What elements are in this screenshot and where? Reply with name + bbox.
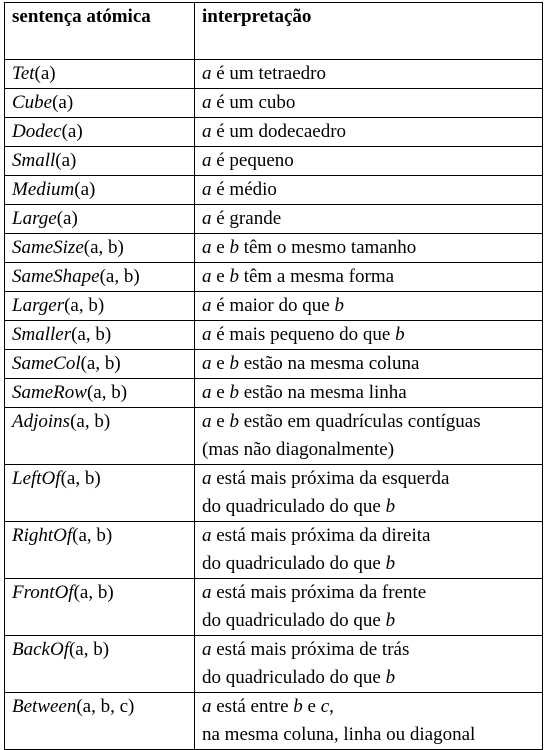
interpretation-text: é pequeno <box>211 150 294 171</box>
predicate-arguments: (a, b) <box>64 295 105 316</box>
interpretation-text: está mais próxima da esquerda <box>211 468 450 489</box>
predicate-name: Dodec <box>12 121 62 142</box>
interpretation-cell <box>195 147 543 176</box>
variable: a <box>202 150 212 171</box>
header-atomic-sentence: sentença atómica <box>5 3 195 60</box>
interpretation-text: e <box>211 411 230 432</box>
predicate-arguments: (a, b) <box>60 468 101 489</box>
variable: a <box>202 208 212 229</box>
variable: a <box>202 353 212 374</box>
variable: a <box>202 639 212 660</box>
predicate-name: LeftOf <box>12 468 61 489</box>
interpretation-line <box>202 550 535 578</box>
predicate-name: Smaller <box>12 324 72 345</box>
interpretation-cell <box>195 60 543 89</box>
table-row <box>5 205 543 234</box>
interpretation-cell <box>195 118 543 147</box>
atomic-sentence-cell <box>5 465 195 522</box>
variable: b <box>385 553 396 574</box>
table-row <box>5 465 543 522</box>
interpretation-line <box>202 379 535 407</box>
atomic-sentence-cell <box>5 408 195 465</box>
variable: a <box>202 525 212 546</box>
predicate-arguments: (a) <box>56 208 78 229</box>
predicate-name: BackOf <box>12 639 69 660</box>
interpretation-text: têm a mesma forma <box>238 266 395 287</box>
table-row <box>5 234 543 263</box>
interpretation-text: do quadriculado do que <box>202 553 386 574</box>
variable: a <box>202 468 212 489</box>
predicate-arguments: (a, b) <box>86 382 128 403</box>
predicate-name: Larger <box>12 295 65 316</box>
table-row <box>5 263 543 292</box>
predicate-arguments: (a, b) <box>73 582 114 603</box>
interpretation-text: está entre <box>211 696 294 717</box>
predicate-name: SameShape <box>12 266 100 287</box>
variable: b <box>229 353 239 374</box>
interpretation-line <box>202 350 535 378</box>
atomic-sentence-cell <box>5 693 195 750</box>
variable: b <box>229 266 239 287</box>
atomic-sentence-cell <box>5 118 195 147</box>
interpretation-text: é um dodecaedro <box>211 121 347 142</box>
predicate-name: Medium <box>12 179 75 200</box>
interpretation-line <box>202 636 535 664</box>
predicate-arguments: (a, b) <box>72 525 113 546</box>
table-row <box>5 321 543 350</box>
predicate-arguments: (a, b) <box>68 639 110 660</box>
atomic-sentence-cell <box>5 147 195 176</box>
interpretation-line <box>202 263 535 291</box>
interpretation-cell <box>195 321 543 350</box>
table-row <box>5 350 543 379</box>
variable: a <box>202 92 212 113</box>
variable: a <box>202 63 212 84</box>
predicate-arguments: (a, b) <box>80 353 121 374</box>
table-row <box>5 60 543 89</box>
interpretation-cell <box>195 636 543 693</box>
interpretation-cell <box>195 263 543 292</box>
interpretation-cell <box>195 292 543 321</box>
predicate-arguments: (a) <box>61 121 83 142</box>
predicate-arguments: (a) <box>52 92 74 113</box>
interpretation-text: estão em quadrículas contíguas <box>238 411 481 432</box>
atomic-sentence-table-container <box>4 2 543 750</box>
interpretation-cell <box>195 350 543 379</box>
interpretation-text: e <box>302 696 321 717</box>
predicate-name: Adjoins <box>12 411 71 432</box>
variable: a <box>202 411 212 432</box>
predicate-arguments: (a, b) <box>70 411 111 432</box>
interpretation-text: (mas não diagonalmente) <box>202 439 395 460</box>
interpretation-text: e <box>211 266 230 287</box>
atomic-sentence-table <box>4 2 543 750</box>
variable: b <box>385 610 396 631</box>
predicate-name: SameSize <box>12 237 84 258</box>
atomic-sentence-cell <box>5 292 195 321</box>
interpretation-line <box>202 234 535 262</box>
interpretation-line <box>202 89 535 117</box>
interpretation-line <box>202 321 535 349</box>
interpretation-text: está mais próxima de trás <box>211 639 410 660</box>
interpretation-cell <box>195 205 543 234</box>
table-header-row <box>5 3 543 60</box>
interpretation-line <box>202 522 535 550</box>
variable: a <box>202 696 212 717</box>
variable: b <box>293 696 303 717</box>
atomic-sentence-cell <box>5 176 195 205</box>
variable: b <box>229 382 239 403</box>
variable: b <box>395 324 405 345</box>
predicate-name: Tet <box>12 63 35 84</box>
table-row <box>5 89 543 118</box>
interpretation-text: do quadriculado do que <box>202 496 386 517</box>
atomic-sentence-cell <box>5 89 195 118</box>
interpretation-cell <box>195 465 543 522</box>
header-interpretation: interpretação <box>195 3 543 60</box>
variable: a <box>202 295 212 316</box>
predicate-arguments: (a) <box>55 150 77 171</box>
predicate-name: RightOf <box>12 525 73 546</box>
interpretation-line <box>202 408 535 436</box>
interpretation-text: do quadriculado do que <box>202 610 386 631</box>
variable: a <box>202 121 212 142</box>
interpretation-line <box>202 60 535 88</box>
variable: a <box>202 382 212 403</box>
interpretation-line <box>202 118 535 146</box>
variable: a <box>202 237 212 258</box>
atomic-sentence-cell <box>5 350 195 379</box>
table-row <box>5 408 543 465</box>
interpretation-text: estão na mesma linha <box>238 382 407 403</box>
variable: c <box>320 696 330 717</box>
table-row <box>5 636 543 693</box>
interpretation-text: é médio <box>211 179 277 200</box>
interpretation-text: é um tetraedro <box>211 63 326 84</box>
interpretation-text: , <box>329 696 334 717</box>
atomic-sentence-cell <box>5 379 195 408</box>
atomic-sentence-cell <box>5 263 195 292</box>
interpretation-line <box>202 176 535 204</box>
variable: a <box>202 324 212 345</box>
interpretation-text: e <box>211 237 230 258</box>
table-body <box>5 60 543 750</box>
interpretation-cell <box>195 693 543 750</box>
interpretation-cell <box>195 234 543 263</box>
interpretation-text: é um cubo <box>211 92 296 113</box>
variable: b <box>334 295 344 316</box>
interpretation-text: estão na mesma coluna <box>238 353 420 374</box>
predicate-arguments: (a, b, c) <box>76 696 135 717</box>
variable: a <box>202 582 212 603</box>
predicate-name: Between <box>12 696 77 717</box>
table-row <box>5 693 543 750</box>
interpretation-cell <box>195 408 543 465</box>
table-row <box>5 176 543 205</box>
variable: b <box>385 667 396 688</box>
table-row <box>5 522 543 579</box>
interpretation-line <box>202 721 535 749</box>
predicate-name: Small <box>12 150 56 171</box>
interpretation-cell <box>195 579 543 636</box>
table-row <box>5 379 543 408</box>
interpretation-cell <box>195 176 543 205</box>
interpretation-cell <box>195 379 543 408</box>
table-row <box>5 147 543 176</box>
atomic-sentence-cell <box>5 205 195 234</box>
interpretation-cell <box>195 89 543 118</box>
predicate-arguments: (a, b) <box>71 324 112 345</box>
atomic-sentence-cell <box>5 522 195 579</box>
table-row <box>5 579 543 636</box>
interpretation-text: têm o mesmo tamanho <box>238 237 417 258</box>
variable: b <box>229 237 239 258</box>
interpretation-line <box>202 436 535 464</box>
interpretation-line <box>202 465 535 493</box>
interpretation-line <box>202 607 535 635</box>
atomic-sentence-cell <box>5 234 195 263</box>
interpretation-text: está mais próxima da direita <box>211 525 431 546</box>
predicate-name: SameCol <box>12 353 81 374</box>
predicate-arguments: (a, b) <box>83 237 124 258</box>
interpretation-cell <box>195 522 543 579</box>
predicate-arguments: (a, b) <box>99 266 140 287</box>
atomic-sentence-cell <box>5 636 195 693</box>
interpretation-text: na mesma coluna, linha ou diagonal <box>202 724 476 745</box>
interpretation-text: é grande <box>211 208 282 229</box>
interpretation-line <box>202 205 535 233</box>
interpretation-line <box>202 579 535 607</box>
predicate-name: FrontOf <box>12 582 74 603</box>
predicate-name: SameRow <box>12 382 87 403</box>
interpretation-line <box>202 693 535 721</box>
interpretation-text: e <box>211 353 230 374</box>
interpretation-text: é maior do que <box>211 295 335 316</box>
atomic-sentence-cell <box>5 579 195 636</box>
predicate-arguments: (a) <box>34 63 56 84</box>
interpretation-line <box>202 292 535 320</box>
table-row <box>5 292 543 321</box>
interpretation-text: está mais próxima da frente <box>211 582 427 603</box>
interpretation-text: e <box>211 382 230 403</box>
predicate-name: Large <box>12 208 57 229</box>
variable: b <box>385 496 396 517</box>
table-row <box>5 118 543 147</box>
interpretation-line <box>202 147 535 175</box>
atomic-sentence-cell <box>5 60 195 89</box>
predicate-arguments: (a) <box>74 179 96 200</box>
interpretation-text: do quadriculado do que <box>202 667 386 688</box>
variable: a <box>202 179 212 200</box>
interpretation-text: é mais pequeno do que <box>211 324 396 345</box>
predicate-name: Cube <box>12 92 53 113</box>
interpretation-line <box>202 493 535 521</box>
interpretation-line <box>202 664 535 692</box>
variable: a <box>202 266 212 287</box>
variable: b <box>229 411 239 432</box>
atomic-sentence-cell <box>5 321 195 350</box>
